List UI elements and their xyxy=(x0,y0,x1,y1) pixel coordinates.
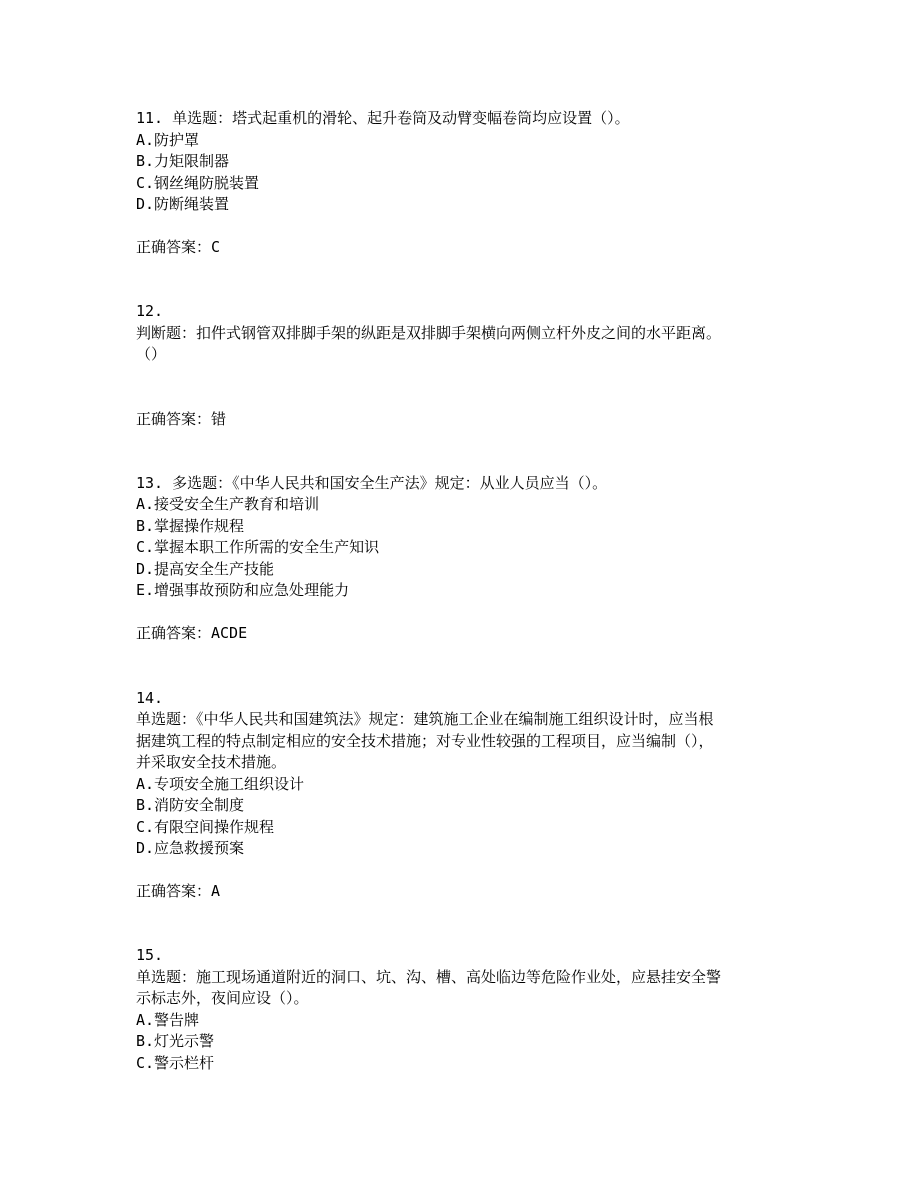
question-number: 12. xyxy=(136,302,164,320)
option-b: B.掌握操作规程 xyxy=(136,517,245,535)
question-stem: 判断题：扣件式钢管双排脚手架的纵距是双排脚手架横向两侧立杆外皮之间的水平距离。 xyxy=(136,324,722,342)
question-number: 14. xyxy=(136,689,164,707)
option-b: B.力矩限制器 xyxy=(136,152,230,170)
option-a: A.警告牌 xyxy=(136,1011,200,1029)
option-a: A.专项安全施工组织设计 xyxy=(136,775,305,793)
question-stem: 11. 单选题：塔式起重机的滑轮、起升卷筒及动臂变幅卷筒均应设置（）。 xyxy=(136,109,630,127)
question-stem-continued: 并采取安全技术措施。 xyxy=(136,753,287,771)
question-stem-continued: 示标志外，夜间应设（）。 xyxy=(136,989,309,1007)
option-c: C.警示栏杆 xyxy=(136,1054,215,1072)
question-stem-continued: 据建筑工程的特点制定相应的安全技术措施；对专业性较强的工程项目，应当编制（）， xyxy=(136,732,714,750)
question-stem-continued: （） xyxy=(136,345,167,363)
question-stem: 13. 多选题：《中华人民共和国安全生产法》规定：从业人员应当（）。 xyxy=(136,474,608,492)
option-e: E.增强事故预防和应急处理能力 xyxy=(136,581,350,599)
correct-answer: 正确答案：A xyxy=(136,882,221,900)
option-b: B.消防安全制度 xyxy=(136,796,245,814)
question-stem: 单选题：施工现场通道附近的洞口、坑、沟、槽、高处临边等危险作业处，应悬挂安全警 xyxy=(136,968,722,986)
option-d: D.提高安全生产技能 xyxy=(136,560,275,578)
option-d: D.应急救援预案 xyxy=(136,839,245,857)
option-c: C.有限空间操作规程 xyxy=(136,818,275,836)
question-stem: 单选题：《中华人民共和国建筑法》规定：建筑施工企业在编制施工组织设计时，应当根 xyxy=(136,710,714,728)
option-a: A.防护罩 xyxy=(136,131,200,149)
correct-answer: 正确答案：错 xyxy=(136,410,227,428)
option-a: A.接受安全生产教育和培训 xyxy=(136,495,320,513)
correct-answer: 正确答案：C xyxy=(136,238,221,256)
option-b: B.灯光示警 xyxy=(136,1032,215,1050)
option-d: D.防断绳装置 xyxy=(136,195,230,213)
option-c: C.掌握本职工作所需的安全生产知识 xyxy=(136,538,380,556)
option-c: C.钢丝绳防脱装置 xyxy=(136,174,260,192)
correct-answer: 正确答案：ACDE xyxy=(136,624,248,642)
question-number: 15. xyxy=(136,946,164,964)
